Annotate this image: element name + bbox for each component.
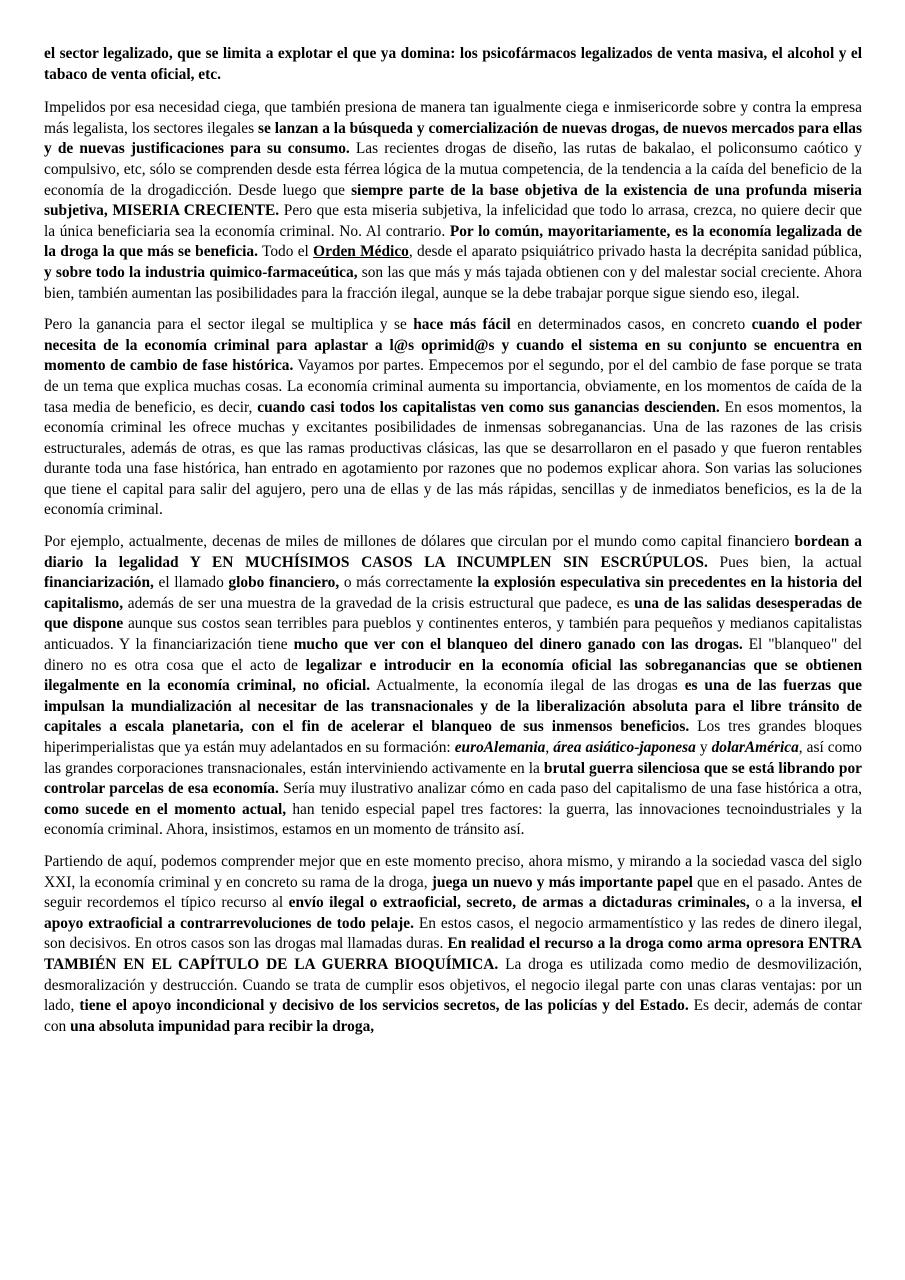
text-run: que en el pasado. Antes de seguir recordemos el típico recurso al	[44, 873, 863, 912]
text-run: han tenido especial papel tres factores: la guerra, las innovaciones tecnoindustriales y la economía criminal. Ahora, insistimos, estamos en un momento de tránsito así.	[44, 800, 863, 839]
paragraph-4	[44, 532, 862, 841]
text-run: Pero que esta miseria subjetiva, la infelicidad que todo lo arrasa, crezca, no quiere decir que la única beneficiaria sea la economía criminal. No. Al contrario.	[44, 202, 862, 240]
text-run: Todo el	[257, 243, 314, 261]
bold-text: como sucede en el momento actual,	[44, 800, 287, 818]
bold-text: el apoyo extraoficial a contrarrevoluciones de todo pelaje.	[44, 894, 863, 932]
text-run: Por ejemplo, actualmente, decenas de miles de millones de dólares que circulan por el mundo como capital financiero	[44, 533, 795, 551]
text-run: el llamado	[153, 574, 229, 592]
bold-text: mucho que ver con el blanqueo del dinero ganado con las drogas.	[293, 636, 743, 654]
paragraph-5	[44, 852, 862, 1037]
bold-text: globo financiero,	[228, 574, 340, 592]
text-run: Impelidos por esa necesidad ciega, que también presiona de manera tan igualmente ciega e inmisericorde sobre y contra la empresa más legalista, los sectores ilegales	[44, 99, 862, 137]
text-run: Las recientes drogas de diseño, las rutas de bakalao, el policonsumo caótico y compulsivo, etc, sólo se comprenden desde esta férrea lógica de la mutua competencia, de la tendencia a la caída del beneficio de la economía de la drogadicción. Desde luego que	[44, 140, 862, 199]
bold-text: cuando casi todos los capitalistas ven como sus ganancias descienden.	[257, 398, 720, 416]
text-run: Vayamos por partes. Empecemos por el segundo, por el del cambio de fase porque se trata de un tema que explica muchas cosas. La economía criminal aumenta su importancia, obviamente, en los momentos de caída de la tasa media de beneficio, es decir,	[44, 357, 862, 416]
paragraph-3	[44, 315, 862, 521]
text-run: La droga es utilizada como medio de desmovilización, desmoralización y destrucción. Cuando se trata de cumplir esos objetivos, el negocio ilegal parte con unas claras ventajas: por un lado,	[44, 955, 862, 1015]
bold-text: el sector legalizado, que se limita a explotar el que ya domina: los psicofármacos legalizados de venta masiva, el alcohol y el tabaco de venta oficial, etc.	[44, 45, 862, 83]
bold-text: hace más fácil	[413, 316, 511, 334]
bold-text: legalizar e introducir en la economía oficial las sobreganancias que se obtienen ilegalmente en la economía criminal, no oficial.	[44, 656, 863, 695]
emphasis-text: área asiático-japonesa	[553, 739, 696, 756]
emphasis-text: dolarAmérica	[711, 739, 799, 756]
text-run: en determinados casos, en concreto	[510, 316, 752, 334]
bold-text: se lanzan a la búsqueda y comercialización de nuevas drogas, de nuevos mercados para ellas y de nuevas justificaciones para su consumo.	[44, 119, 862, 158]
text-run: Actualmente, la economía ilegal de las drogas	[370, 677, 685, 695]
bold-text: siempre parte de la base objetiva de la existencia de una profunda miseria subjetiva, MISERIA CRECIENTE.	[44, 181, 863, 220]
document-page	[44, 44, 862, 1048]
bold-text: es una de las fuerzas que impulsan la mundialización al necesitar de las transnacionales y de la liberalización absoluta para el libre tránsito de capitales a escala planetaria, con el fin de acelerar el blanqueo de sus inmensos beneficios.	[44, 677, 862, 736]
text-run: En esos momentos, la economía criminal les ofrece muchas y excitantes posibilidades de inmensas sobreganancias. Una de las razones de las crisis estructurales, además de otras, es que las ramas productivas clásicas, las que se desarrollaron en el pasado y que fueron rentables durante toda una fase histórica, han entrado en agotamiento por razones que no podemos explicar ahora. Son varias las soluciones que tiene el capital para salir del agujero, pero una de ellas y de las más rápidas, sencillas y de inmediatos beneficios, es la de la economía criminal.	[44, 398, 862, 519]
bold-text: brutal guerra silenciosa que se está librando por controlar parcelas de esa economía.	[44, 759, 862, 798]
text-run: El "blanqueo" del dinero no es otra cosa que el acto de	[44, 636, 863, 674]
bold-text: la explosión especulativa sin precedentes en la historia del capitalismo,	[44, 574, 863, 612]
text-run: Es decir, además de contar con	[44, 997, 862, 1035]
text-run: Sería muy ilustrativo analizar cómo en cada paso del capitalismo de una fase histórica a otra,	[278, 780, 862, 798]
text-run: Los tres grandes bloques hiperimperialistas que ya están muy adelantados en su formación:	[44, 718, 862, 756]
text-run: y	[695, 739, 712, 756]
text-run: , así como las grandes corporaciones transnacionales, están interviniendo activamente en la	[44, 739, 862, 777]
bold-text: tiene el apoyo incondicional y decisivo de los servicios secretos, de las policías y del Estado.	[79, 997, 689, 1015]
text-run: Pero la ganancia para el sector ilegal se multiplica y se	[44, 316, 414, 334]
text-run: Pues bien, la actual	[707, 553, 862, 571]
bold-text: y sobre todo la industria quimico-farmaceútica,	[44, 263, 358, 281]
text-run: además de ser una muestra de la gravedad de la crisis estructural que padece, es	[123, 594, 635, 612]
bold-text: juega un nuevo y más importante papel	[431, 873, 693, 891]
bold-text: una de las salidas desesperadas de que dispone	[44, 594, 863, 633]
text-run: aunque sus costos sean terribles para pueblos y continentes enteros, y también para pequeños y medianos capitalistas anticuados. Y la financiarización tiene	[44, 615, 862, 654]
bold-text: bordean a diario la legalidad Y EN MUCHÍSIMOS CASOS LA INCUMPLEN SIN ESCRÚPULOS.	[44, 533, 862, 571]
bold-text: financiarización,	[44, 574, 154, 592]
paragraph-2	[44, 98, 862, 304]
bold-text: envío ilegal o extraoficial, secreto, de armas a dictaduras criminales,	[288, 894, 750, 912]
text-run: , desde el aparato psiquiátrico privado hasta la decrépita sanidad pública,	[408, 243, 862, 261]
bold-text: Por lo común, mayoritariamente, es la economía legalizada de la droga la que más se beneficia.	[44, 222, 862, 261]
text-run: son las que más y más tajada obtienen con y del malestar social creciente. Ahora bien, también aumentan las posibilidades para la fracción ilegal, aunque se la debe trabajar porque sigue siendo eso, ilegal.	[44, 263, 862, 302]
text-run: o a la inversa,	[749, 894, 851, 912]
bold-text: En realidad el recurso a la droga como arma opresora ENTRA TAMBIÉN EN EL CAPÍTULO DE LA GUERRA BIOQUÍMICA.	[44, 935, 862, 973]
text-run: ,	[545, 739, 554, 756]
text-run: Partiendo de aquí, podemos comprender mejor que en este momento preciso, ahora mismo, y mirando a la sociedad vasca del siglo XXI, la economía criminal y en concreto su rama de la droga,	[44, 852, 862, 891]
paragraph-1	[44, 44, 862, 85]
bold-text: cuando el poder necesita de la economía criminal para aplastar a l@s oprimid@s y cuando el sistema en su conjunto se encuentra en momento de cambio de fase histórica.	[44, 316, 862, 375]
text-run: En estos casos, el negocio armamentístico y las redes de dinero ilegal, son decisivos. En otros casos son las drogas mal llamadas duras.	[44, 914, 862, 953]
underlined-text: Orden Médico	[313, 243, 409, 261]
emphasis-text: euroAlemania	[454, 739, 546, 756]
bold-text: una absoluta impunidad para recibir la droga,	[70, 1017, 375, 1035]
text-run: o más correctamente	[339, 574, 478, 592]
